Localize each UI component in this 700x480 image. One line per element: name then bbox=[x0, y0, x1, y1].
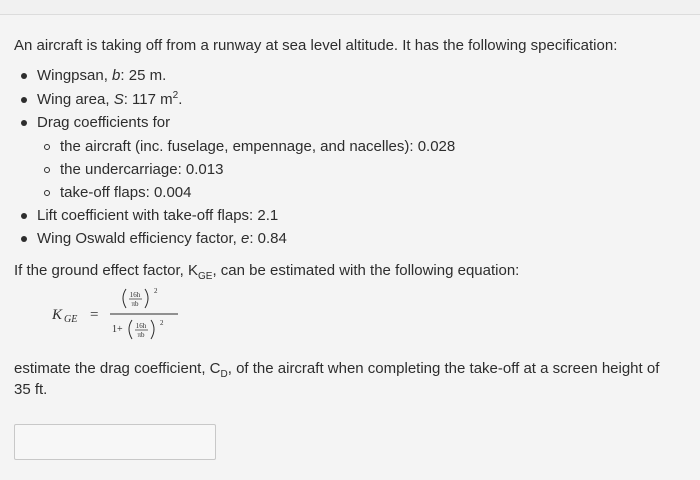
formula-equals: = bbox=[90, 307, 99, 323]
oswald-value: : 0.84 bbox=[249, 230, 287, 247]
drag-item-flaps: take-off flaps: 0.004 bbox=[37, 181, 455, 204]
question-intro: An aircraft is taking off from a runway at sea level altitude. It has the following specification: bbox=[14, 37, 618, 54]
wingspan-symbol: b bbox=[112, 67, 121, 84]
drag-item-undercarriage: the undercarriage: 0.013 bbox=[37, 158, 455, 181]
oswald-symbol: e bbox=[240, 230, 250, 247]
result-sub: D bbox=[220, 369, 228, 380]
ground-effect-formula bbox=[52, 283, 212, 345]
spec-drag bbox=[14, 111, 455, 204]
den-exponent: 2 bbox=[160, 319, 164, 327]
den-frac-numerator: 16h bbox=[135, 322, 147, 330]
spec-wingspan bbox=[14, 64, 455, 88]
den-one-plus: 1+ bbox=[112, 324, 123, 335]
area-symbol: S bbox=[113, 90, 124, 108]
drag-label: Drag coefficients for bbox=[37, 114, 171, 131]
result-prefix: estimate the drag coefficient, C bbox=[14, 360, 221, 377]
wingspan-prefix: Wingpsan, bbox=[37, 67, 113, 84]
den-left-paren bbox=[129, 320, 132, 339]
spec-wing-area bbox=[14, 88, 455, 112]
ground-effect-sub: GE bbox=[198, 271, 213, 282]
result-suffix: , of the aircraft when completing the take-off at a screen height of 35 ft. bbox=[14, 360, 660, 398]
area-value: : 117 m bbox=[123, 90, 173, 108]
formula-lhs-sub: GE bbox=[64, 314, 78, 325]
area-exponent: 2 bbox=[172, 89, 179, 101]
answer-input[interactable] bbox=[14, 424, 216, 460]
num-frac-numerator: 16h bbox=[129, 291, 141, 299]
ground-effect-suffix: , can be estimated with the following equation: bbox=[212, 262, 520, 279]
result-question bbox=[14, 358, 674, 400]
den-frac-denominator: πb bbox=[137, 331, 145, 339]
wingspan-value: : 25 m. bbox=[120, 67, 167, 84]
num-right-paren bbox=[145, 289, 148, 308]
spec-lift: Lift coefficient with take-off flaps: 2.1 bbox=[14, 204, 455, 228]
ground-effect-prefix: If the ground effect factor, K bbox=[14, 262, 199, 279]
num-frac-denominator: πb bbox=[131, 300, 139, 308]
den-right-paren bbox=[151, 320, 154, 339]
ground-effect-text bbox=[14, 262, 520, 282]
num-exponent: 2 bbox=[154, 287, 158, 295]
spec-oswald bbox=[14, 227, 455, 251]
area-prefix: Wing area, bbox=[37, 90, 114, 108]
spec-list bbox=[14, 64, 455, 251]
num-left-paren bbox=[123, 289, 126, 308]
oswald-prefix: Wing Oswald efficiency factor, bbox=[37, 230, 241, 247]
top-strip bbox=[0, 0, 700, 15]
drag-sublist bbox=[37, 135, 455, 204]
formula-lhs: K bbox=[52, 307, 63, 323]
drag-item-aircraft: the aircraft (inc. fuselage, empennage, and nacelles): 0.028 bbox=[37, 135, 455, 158]
area-suffix: . bbox=[178, 90, 183, 108]
